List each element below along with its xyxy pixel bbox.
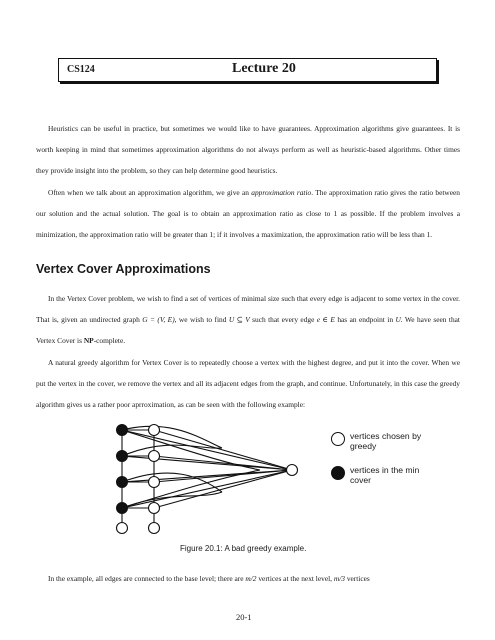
intro-paragraph-2 (36, 182, 460, 245)
page-number: 20-1 (236, 612, 252, 622)
legend-greedy-label: vertices chosen by greedy (350, 431, 422, 451)
figure-caption: Figure 20.1: A bad greedy example. (180, 544, 307, 553)
math-edge: e ∈ E (316, 315, 335, 324)
p3-text-d: has an endpoint in (334, 315, 396, 324)
legend-min-cover-label: vertices in the min cover (350, 465, 420, 485)
min-cover-vertex (117, 477, 128, 488)
curved-edge (122, 430, 260, 470)
p5-text-a: In the example, all edges are connected to the base level; there are (48, 574, 246, 583)
vertex-cover-definition (36, 288, 460, 351)
p5-text-c: vertices (344, 574, 370, 583)
math-graph: G = (V, E) (142, 315, 175, 324)
greedy-example-graph (110, 418, 300, 538)
base-to-hub-edge (154, 456, 292, 470)
approximation-ratio-term: approximation ratio (251, 188, 312, 197)
legend-open-circle-icon (331, 432, 345, 446)
greedy-vertex (117, 523, 128, 534)
p5-text-b: vertices at the next level, (256, 574, 334, 583)
np-term: NP (83, 336, 94, 345)
legend-filled-circle-icon (331, 466, 345, 480)
p2-text-start: Often when we talk about an approximation algorithm, we give an (48, 188, 252, 197)
p3-text-f: -complete. (93, 336, 126, 345)
graph-edges (122, 426, 292, 528)
greedy-vertex (149, 425, 160, 436)
p3-text-b: , we wish to find (174, 315, 229, 324)
greedy-vertex (149, 477, 160, 488)
greedy-vertex (149, 451, 160, 462)
curved-edge (122, 492, 222, 508)
min-cover-vertex (117, 503, 128, 514)
p3-text-e: . We have seen that Vertex Cover is (36, 315, 460, 345)
section-heading: Vertex Cover Approximations (36, 262, 211, 276)
lecture-header-box (58, 58, 437, 82)
lecture-title: Lecture 20 (232, 61, 296, 76)
greedy-algorithm-paragraph: A natural greedy algorithm for Vertex Cover is to repeatedly choose a vertex with the highest degree, and put it into the cover. When we put the vertex in the cover, we remove the vertex and all its adjacent edges from the graph, and continue. Unfortunately, in this case the greedy algorithm gives us a rather poor aprroximation, as can be seen with the following example: (36, 358, 460, 409)
math-u: U (395, 315, 401, 324)
example-paragraph (36, 568, 460, 589)
p2-text-end: . The approximation ratio gives the ratio between our solution and the actual solution. The goal is to obtain an approximation ratio as close to 1 as possible. If the problem involves a minimization, the approximation ratio will be greater than 1; if it involves a maximization, the approximation ratio will be less than 1. (36, 188, 460, 239)
legend-min-cover (331, 465, 430, 485)
p3-text-c: such that every edge (249, 315, 317, 324)
min-cover-vertex (117, 451, 128, 462)
legend-greedy (331, 431, 430, 451)
math-m-over-2: m/2 (245, 574, 257, 583)
math-subset: U ⊆ V (228, 315, 250, 324)
base-to-hub-edge (122, 430, 292, 470)
greedy-vertex (149, 523, 160, 534)
course-code: CS124 (67, 64, 95, 75)
math-m-over-3: m/3 (333, 574, 345, 583)
min-cover-vertex (117, 425, 128, 436)
greedy-vertex (149, 503, 160, 514)
intro-paragraph-1: Heuristics can be useful in practice, but sometimes we would like to have guarantees. Approximation algorithms give guarantees. It is worth keeping in mind that sometimes approximation algorithms do not always perform as well as heuristic-based algorithms. Other times they provide insight into the problem, so they can help determine good heuristics. (36, 124, 460, 175)
hub-vertex (287, 465, 298, 476)
p3-text-a: In the Vertex Cover problem, we wish to find a set of vertices of minimal size such that every edge is adjacent to some vertex in the cover. That is, given an undirected graph (36, 294, 460, 324)
